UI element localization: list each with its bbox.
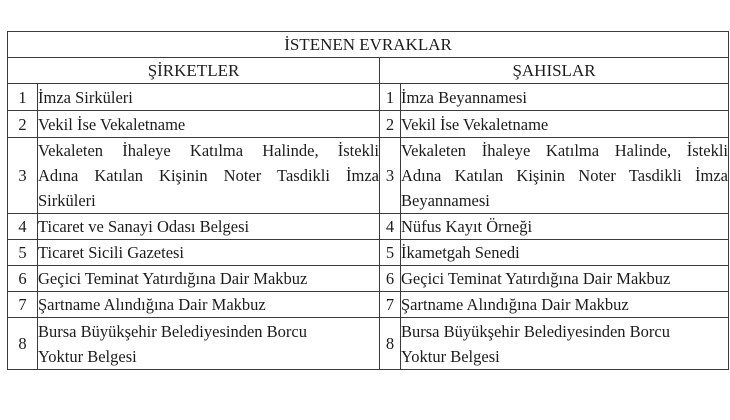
individuals-cell [401, 214, 729, 240]
individuals-cell [401, 318, 729, 370]
row-number: 4 [8, 214, 38, 240]
row-number: 5 [8, 240, 38, 266]
row-number: 3 [380, 138, 401, 214]
cell-line: Vekaleten İhaleye Katılma Halinde, İstekli [38, 141, 379, 160]
cell-line: Geçici Teminat Yatırdığına Dair Makbuz [401, 269, 671, 288]
companies-cell [38, 138, 380, 214]
cell-line: Şartname Alındığına Dair Makbuz [38, 295, 266, 314]
cell-line: Ticaret Sicili Gazetesi [38, 243, 185, 262]
row-number: 2 [380, 111, 401, 138]
individuals-cell [401, 240, 729, 266]
table-row [8, 111, 729, 138]
cell-line: Nüfus Kayıt Örneği [401, 217, 533, 236]
companies-cell [38, 84, 380, 111]
cell-line: Yoktur Belgesi [38, 346, 137, 366]
companies-cell [38, 214, 380, 240]
table-row [8, 292, 729, 318]
individuals-cell [401, 111, 729, 138]
cell-line: Şartname Alındığına Dair Makbuz [401, 295, 629, 314]
table-row [8, 318, 729, 370]
companies-cell [38, 266, 380, 292]
row-number: 4 [380, 214, 401, 240]
row-number: 8 [380, 318, 401, 370]
cell-line: Yoktur Belgesi [401, 346, 500, 366]
title-row [8, 32, 729, 58]
individuals-cell [401, 266, 729, 292]
companies-cell [38, 111, 380, 138]
cell-line: İmza Sirküleri [38, 87, 133, 107]
row-number: 5 [380, 240, 401, 266]
row-number: 2 [8, 111, 38, 138]
table-row [8, 138, 729, 214]
companies-cell [38, 318, 380, 370]
cell-line: Vekaleten İhaleye Katılma Halinde, İstekli [401, 141, 729, 160]
cell-line: Adına Katılan Kişinin Noter Tasdikli İmza [401, 166, 729, 185]
cell-line: Bursa Büyükşehir Belediyesinden Borcu [38, 321, 307, 341]
individuals-header: ŞAHISLAR [380, 58, 729, 84]
row-number: 6 [8, 266, 38, 292]
cell-line: Sirküleri [38, 191, 96, 210]
row-number: 8 [8, 318, 38, 370]
row-number: 3 [8, 138, 38, 214]
table-row [8, 214, 729, 240]
table-title: İSTENEN EVRAKLAR [8, 32, 729, 58]
cell-line: Bursa Büyükşehir Belediyesinden Borcu [401, 321, 670, 341]
table-row [8, 240, 729, 266]
row-number: 1 [8, 84, 38, 111]
cell-line: İmza Beyannamesi [401, 87, 527, 107]
companies-cell [38, 240, 380, 266]
row-number: 7 [8, 292, 38, 318]
cell-line: Vekil İse Vekaletname [401, 114, 549, 134]
table-row [8, 266, 729, 292]
row-number: 1 [380, 84, 401, 111]
companies-cell [38, 292, 380, 318]
cell-line: Vekil İse Vekaletname [38, 114, 186, 134]
individuals-cell [401, 138, 729, 214]
individuals-cell [401, 84, 729, 111]
required-documents-table [7, 31, 729, 370]
individuals-cell [401, 292, 729, 318]
cell-line: Ticaret ve Sanayi Odası Belgesi [38, 217, 250, 236]
table-row [8, 84, 729, 111]
cell-line: Beyannamesi [401, 191, 490, 210]
column-header-row [8, 58, 729, 84]
row-number: 7 [380, 292, 401, 318]
cell-line: İkametgah Senedi [401, 243, 520, 262]
companies-header: ŞİRKETLER [8, 58, 380, 84]
cell-line: Adına Katılan Kişinin Noter Tasdikli İmza [38, 166, 379, 185]
cell-line: Geçici Teminat Yatırdığına Dair Makbuz [38, 269, 308, 288]
row-number: 6 [380, 266, 401, 292]
